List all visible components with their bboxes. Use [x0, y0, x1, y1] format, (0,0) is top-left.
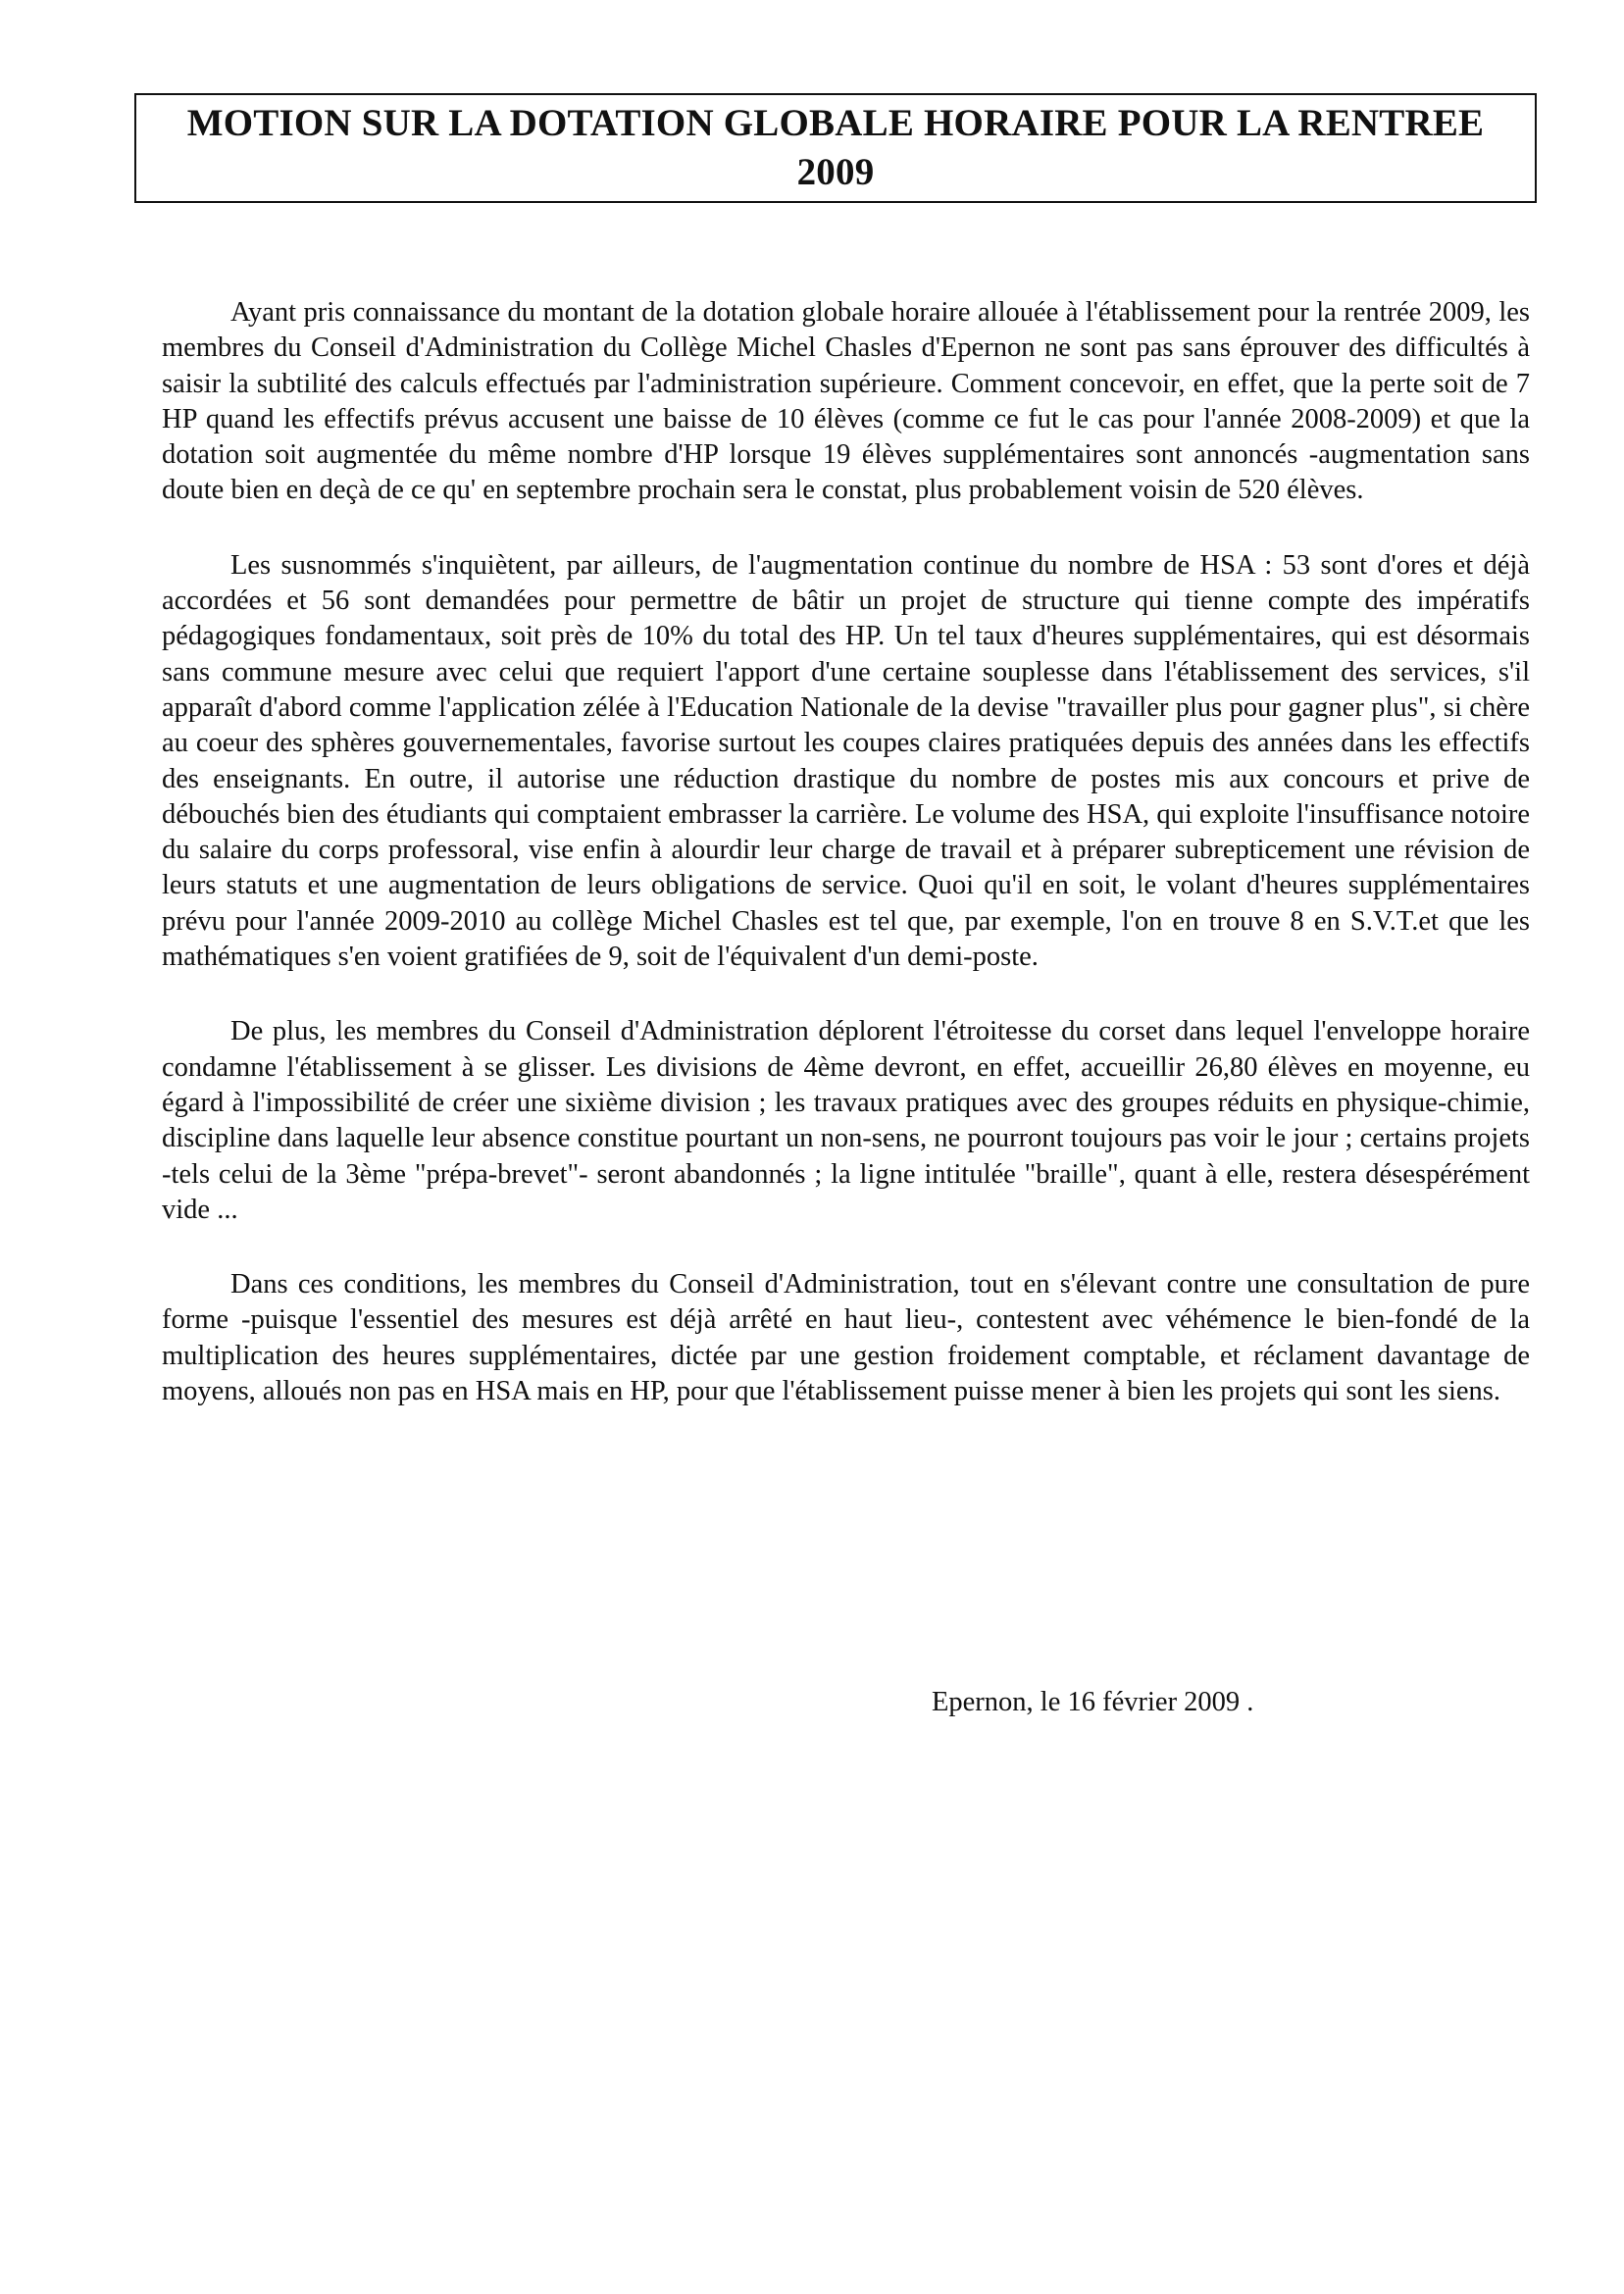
paragraph: Les susnommés s'inquiètent, par ailleurs, de l'augmentation continue du nombre de HSA : 53 sont d'ores et déjà accordées et 56 sont demandées pour permettre de bâtir un projet de structure qui tienne compte des impératifs pédagogiques fondamentaux, soit près de 10% du total des HP. Un tel taux d'heures supplémentaires, qui est désormais sans commune mesure avec celui que requiert l'apport d'une certaine souplesse dans l'établissement des services, s'il apparaît d'abord comme l'application zélée à l'Education Nationale de la devise "travailler plus pour gagner plus", si chère au coeur des sphères gouvernementales, favorise surtout les coupes claires pratiquées depuis des années dans les effectifs des enseignants. En outre, il autorise une réduction drastique du nombre de postes mis aux concours et prive de débouchés bien des étudiants qui comptaient embrasser la carrière. Le volume des HSA, qui exploite l'insuffisance notoire du salaire du corps professoral, vise enfin à alourdir leur charge de travail et à préparer subrepticement une révision de leurs statuts et une augmentation de leurs obligations de service. Quoi qu'il en soit, le volant d'heures supplémentaires prévu pour l'année 2009-2010 au collège Michel Chasles est tel que, par exemple, l'on en trouve 8 en S.V.T.et que les mathématiques s'en voient gratifiées de 9, soit de l'équivalent d'un demi-poste.: [162, 549, 1530, 973]
signature-date: Epernon, le 16 février 2009 .: [932, 1687, 1254, 1717]
paragraph: Dans ces conditions, les membres du Conseil d'Administration, tout en s'élevant contre une consultation de pure forme -puisque l'essentiel des mesures est déjà arrêté en haut lieu-, contestent avec véhémence le bien-fondé de la multiplication des heures supplémentaires, dictée par une gestion froidement comptable, et réclament davantage de moyens, alloués non pas en HSA mais en HP, pour que l'établissement puisse mener à bien les projets qui sont les siens.: [162, 1269, 1530, 1407]
document-title: MOTION SUR LA DOTATION GLOBALE HORAIRE POUR LA RENTREE 2009: [186, 102, 1485, 193]
paragraph: De plus, les membres du Conseil d'Administration déplorent l'étroitesse du corset dans lequel l'enveloppe horaire condamne l'établissement à se glisser. Les divisions de 4ème devront, en effet, accueillir 26,80 élèves en moyenne, eu égard à l'impossibilité de créer une sixième division ; les travaux pratiques avec des groupes réduits en physique-chimie, discipline dans laquelle leur absence constitue pourtant un non-sens, ne pourront toujours pas voir le jour ; certains projets -tels celui de la 3ème "prépa-brevet"- seront abandonnés ; la ligne intitulée "braille", quant à elle, restera désespérément vide ...: [162, 1016, 1530, 1225]
document-body: [162, 295, 1530, 1449]
title-box: [134, 93, 1537, 203]
paragraph: Ayant pris connaissance du montant de la dotation globale horaire allouée à l'établissement pour la rentrée 2009, les membres du Conseil d'Administration du Collège Michel Chasles d'Epernon ne sont pas sans éprouver des difficultés à saisir la subtilité des calculs effectués par l'administration supérieure. Comment concevoir, en effet, que la perte soit de 7 HP quand les effectifs prévus accusent une baisse de 10 élèves (comme ce fut le cas pour l'année 2008-2009) et que la dotation soit augmentée du même nombre d'HP lorsque 19 élèves supplémentaires sont annoncés -augmentation sans doute bien en deçà de ce qu' en septembre prochain sera le constat, plus probablement voisin de 520 élèves.: [162, 297, 1530, 506]
